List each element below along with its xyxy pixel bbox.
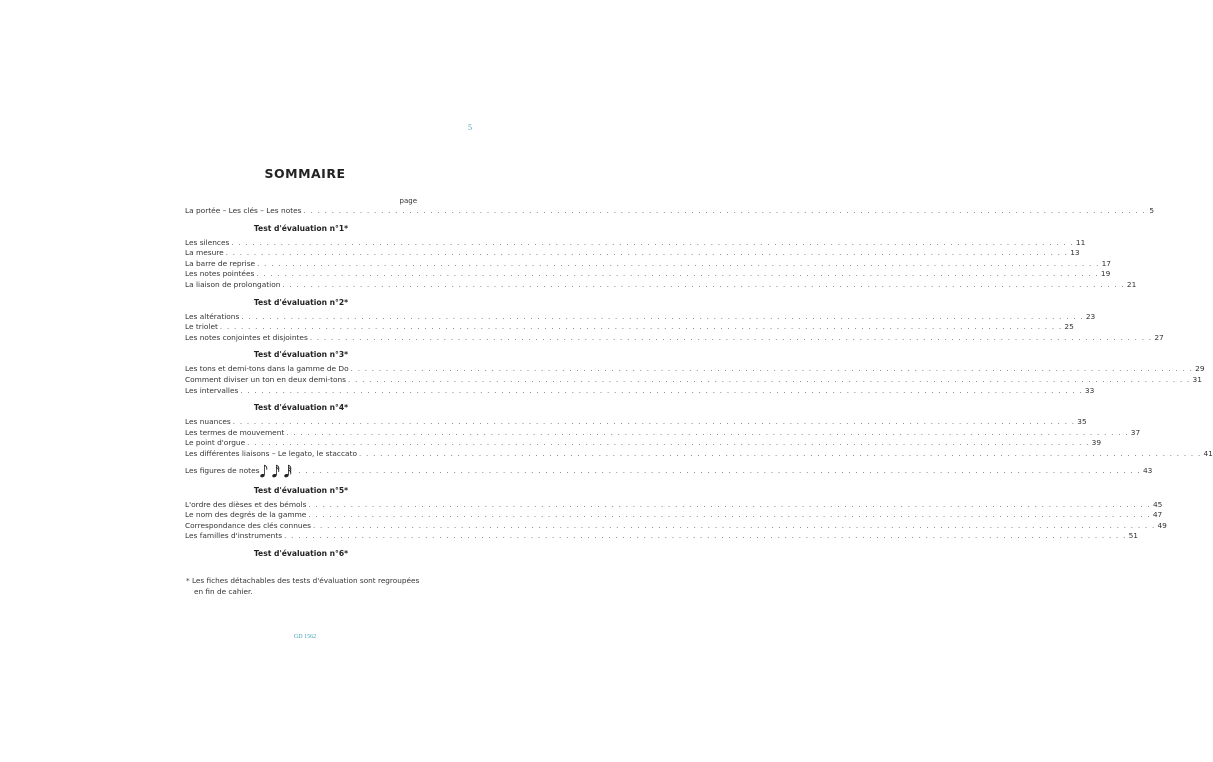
dot-leader: . . . . . . . . . . . . . . . . . . . . . . . . . . . . . . . . . . . . . . . . . . . . . . . . . . . . . . . . . . . . . . . . . . . . . . . . . . . . . . . . . . . . . . . . . . . . . . . . . . . . . . . . . . . . . . . . . . . . . . . .: [312, 521, 1156, 530]
toc-entry: [185, 448, 1213, 460]
toc-entry-page: 45: [1152, 499, 1163, 509]
dot-leader: . . . . . . . . . . . . . . . . . . . . . . . . . . . . . . . . . . . . . . . . . . . . . . . . . . . . . . . . . . . . . . . . . . . . . . . . . . . . . . . . . . . . . . . . . . . . . . . . . . . . . . . . . . . . . . . . . . . . . . . .: [282, 280, 1125, 289]
toc-entry-page: 29: [1195, 364, 1205, 374]
toc-entry-label: Le point d'orgue: [185, 438, 246, 448]
dot-leader: . . . . . . . . . . . . . . . . . . . . . . . . . . . . . . . . . . . . . . . . . . . . . . . . . . . . . . . . . . . . . . . . . . . . . . . . . . . . . . . . . . . . . . . . . . . . . . . . . . . . . . . . . . . . . . . . . . . . . . . .: [309, 333, 1153, 342]
toc-entry-page: 47: [1152, 510, 1163, 520]
toc-entry-label: Les différentes liaisons – Le legato, le staccato: [185, 448, 357, 458]
footnote-line-2: en fin de cahier.: [194, 586, 253, 596]
dot-leader: . . . . . . . . . . . . . . . . . . . . . . . . . . . . . . . . . . . . . . . . . . . . . . . . . . . . . . . . . . . . . . . . . . . . . . . . . . . . . . . . . . . . . . . . . . . . . . . . . . . . . . . . . . . . . . . . . . . . . . . .: [298, 466, 1141, 475]
dot-leader: . . . . . . . . . . . . . . . . . . . . . . . . . . . . . . . . . . . . . . . . . . . . . . . . . . . . . . . . . . . . . . . . . . . . . . . . . . . . . . . . . . . . . . . . . . . . . . . . . . . . . . . . . . . . . . . . . . . . . . . .: [303, 207, 1147, 215]
dot-leader: . . . . . . . . . . . . . . . . . . . . . . . . . . . . . . . . . . . . . . . . . . . . . . . . . . . . . . . . . . . . . . . . . . . . . . . . . . . . . . . . . . . . . . . . . . . . . . . . . . . . . . . . . . . . . . . . . . . . . . . .: [219, 323, 1063, 332]
page-title: SOMMAIRE: [264, 166, 346, 181]
toc-entry-page: 21: [1126, 279, 1137, 289]
dot-leader: . . . . . . . . . . . . . . . . . . . . . . . . . . . . . . . . . . . . . . . . . . . . . . . . . . . . . . . . . . . . . . . . . . . . . . . . . . . . . . . . . . . . . . . . . . . . . . . . . . . . . . . . . . . . . . . . . . . . . . . .: [231, 238, 1074, 247]
toc-entry-label: Les notes conjointes et disjointes: [185, 332, 308, 342]
toc-entry-label: Les familles d'instruments: [185, 531, 283, 541]
toc-entry: [185, 269, 1111, 280]
toc-entry: [185, 531, 1138, 542]
toc-entry-page: 33: [1084, 385, 1095, 395]
dot-leader: . . . . . . . . . . . . . . . . . . . . . . . . . . . . . . . . . . . . . . . . . . . . . . . . . . . . . . . . . . . . . . . . . . . . . . . . . . . . . . . . . . . . . . . . . . . . . . . . . . . . . . . . . . . . . . . . . . . . . . . .: [308, 511, 1151, 520]
toc-entry: [185, 438, 1102, 449]
toc-entry: [185, 510, 1163, 521]
dot-leader: . . . . . . . . . . . . . . . . . . . . . . . . . . . . . . . . . . . . . . . . . . . . . . . . . . . . . . . . . . . . . . . . . . . . . . . . . . . . . . . . . . . . . . . . . . . . . . . . . . . . . . . . . . . . . . . . . . . . . . . .: [358, 449, 1202, 458]
dot-leader: . . . . . . . . . . . . . . . . . . . . . . . . . . . . . . . . . . . . . . . . . . . . . . . . . . . . . . . . . . . . . . . . . . . . . . . . . . . . . . . . . . . . . . . . . . . . . . . . . . . . . . . . . . . . . . . . . . . . . . . .: [286, 428, 1129, 437]
toc-entry-page: 25: [1064, 322, 1074, 332]
dot-leader: . . . . . . . . . . . . . . . . . . . . . . . . . . . . . . . . . . . . . . . . . . . . . . . . . . . . . . . . . . . . . . . . . . . . . . . . . . . . . . . . . . . . . . . . . . . . . . . . . . . . . . . . . . . . . . . . . . . . . . . .: [284, 532, 1127, 541]
toc-entry: [185, 463, 1153, 479]
toc-entry-label: Les termes de mouvement: [185, 427, 285, 437]
toc-entry: [185, 332, 1164, 344]
toc-entry-label: La mesure: [185, 248, 224, 258]
toc-entry: [185, 417, 1087, 428]
toc-entry-page: 37: [1130, 427, 1141, 437]
toc-entry: [185, 237, 1086, 249]
toc-entry: [185, 248, 1080, 259]
toc-entry-label: Les tons et demi-tons dans la gamme de Do: [185, 364, 349, 374]
test-heading: Test d'évaluation n°6*: [253, 548, 349, 558]
toc-entry-label: Le nom des degrés de la gamme: [185, 510, 307, 520]
dot-leader: . . . . . . . . . . . . . . . . . . . . . . . . . . . . . . . . . . . . . . . . . . . . . . . . . . . . . . . . . . . . . . . . . . . . . . . . . . . . . . . . . . . . . . . . . . . . . . . . . . . . . . . . . . . . . . . . . . . . . . . .: [240, 386, 1083, 395]
toc-entry: [185, 499, 1163, 511]
toc-entry-label: La barre de reprise: [185, 258, 256, 268]
test-heading: Test d'évaluation n°4*: [253, 403, 349, 413]
toc-entry-page: 13: [1070, 248, 1080, 258]
dot-leader: . . . . . . . . . . . . . . . . . . . . . . . . . . . . . . . . . . . . . . . . . . . . . . . . . . . . . . . . . . . . . . . . . . . . . . . . . . . . . . . . . . . . . . . . . . . . . . . . . . . . . . . . . . . . . . . . . . . . . . . .: [350, 365, 1194, 374]
sixteenth-note-icon: [272, 464, 280, 478]
toc-entry-label: Les nuances: [185, 417, 231, 427]
toc-entry-label: La portée – Les clés – Les notes: [185, 206, 302, 215]
toc-entry-page: 17: [1101, 258, 1111, 268]
toc-entry: [185, 520, 1167, 532]
toc-entry-label: Les intervalles: [185, 385, 239, 395]
dot-leader: . . . . . . . . . . . . . . . . . . . . . . . . . . . . . . . . . . . . . . . . . . . . . . . . . . . . . . . . . . . . . . . . . . . . . . . . . . . . . . . . . . . . . . . . . . . . . . . . . . . . . . . . . . . . . . . . . . . . . . . .: [241, 312, 1084, 321]
toc-entry-page: 5: [1149, 206, 1155, 215]
dot-leader: . . . . . . . . . . . . . . . . . . . . . . . . . . . . . . . . . . . . . . . . . . . . . . . . . . . . . . . . . . . . . . . . . . . . . . . . . . . . . . . . . . . . . . . . . . . . . . . . . . . . . . . . . . . . . . . . . . . . . . . .: [247, 439, 1090, 448]
toc-entry-label: Correspondance des clés connues: [185, 520, 311, 530]
footnote-line-1: * Les fiches détachables des tests d'évaluation sont regroupées: [186, 576, 420, 585]
dot-leader: . . . . . . . . . . . . . . . . . . . . . . . . . . . . . . . . . . . . . . . . . . . . . . . . . . . . . . . . . . . . . . . . . . . . . . . . . . . . . . . . . . . . . . . . . . . . . . . . . . . . . . . . . . . . . . . . . . . . . . . .: [348, 375, 1191, 384]
footnote: [186, 576, 426, 597]
dot-leader: . . . . . . . . . . . . . . . . . . . . . . . . . . . . . . . . . . . . . . . . . . . . . . . . . . . . . . . . . . . . . . . . . . . . . . . . . . . . . . . . . . . . . . . . . . . . . . . . . . . . . . . . . . . . . . . . . . . . . . . .: [225, 249, 1069, 258]
toc-entry-page: 27: [1154, 332, 1164, 342]
footer-code: GD 1562: [293, 634, 317, 640]
dot-leader: . . . . . . . . . . . . . . . . . . . . . . . . . . . . . . . . . . . . . . . . . . . . . . . . . . . . . . . . . . . . . . . . . . . . . . . . . . . . . . . . . . . . . . . . . . . . . . . . . . . . . . . . . . . . . . . . . . . . . . . .: [308, 500, 1151, 509]
toc-entry-label: L'ordre des dièses et des bémols: [185, 499, 307, 509]
toc-entry-page: 31: [1192, 374, 1202, 384]
test-heading: Test d'évaluation n°3*: [253, 350, 349, 360]
toc-entry: [185, 258, 1111, 270]
toc-entry-page: 23: [1085, 311, 1096, 321]
toc-entry-page: 49: [1157, 520, 1167, 530]
toc-entry-label: Comment diviser un ton en deux demi-tons: [185, 374, 347, 384]
toc-entry: [185, 364, 1205, 375]
dot-leader: . . . . . . . . . . . . . . . . . . . . . . . . . . . . . . . . . . . . . . . . . . . . . . . . . . . . . . . . . . . . . . . . . . . . . . . . . . . . . . . . . . . . . . . . . . . . . . . . . . . . . . . . . . . . . . . . . . . . . . . .: [256, 270, 1099, 279]
toc-entry: [185, 427, 1141, 439]
test-heading: Test d'évaluation n°2*: [253, 297, 349, 307]
toc-entry: [185, 374, 1202, 386]
toc-entry-page: 51: [1128, 531, 1138, 541]
toc-entry-label: Les figures de notes: [185, 465, 260, 475]
toc-entry-label: Les notes pointées: [185, 269, 255, 279]
toc-entry-page: 43: [1142, 465, 1153, 475]
toc-entry-page: 11: [1075, 237, 1086, 247]
toc-entry-label: Les silences: [185, 237, 230, 247]
toc-entry-page: 39: [1091, 438, 1102, 448]
test-heading: Test d'évaluation n°1*: [253, 223, 349, 233]
toc-entry: [185, 322, 1074, 333]
toc-entry: [185, 279, 1137, 291]
thirty-second-note-icon: [284, 464, 292, 478]
toc-entry-page: 41: [1203, 448, 1213, 458]
page-number: 5: [468, 123, 472, 132]
toc-entry-label: La liaison de prolongation: [185, 279, 281, 289]
toc-entry-page: 35: [1077, 417, 1087, 427]
toc-entry: [185, 206, 1155, 217]
dot-leader: . . . . . . . . . . . . . . . . . . . . . . . . . . . . . . . . . . . . . . . . . . . . . . . . . . . . . . . . . . . . . . . . . . . . . . . . . . . . . . . . . . . . . . . . . . . . . . . . . . . . . . . . . . . . . . . . . . . . . . . .: [257, 259, 1100, 268]
eighth-note-icon: [260, 464, 268, 478]
page-column-label: page: [399, 197, 417, 205]
toc-entry: [185, 385, 1095, 397]
toc-entry-label: Le triolet: [185, 322, 218, 332]
toc-entry-label: Les altérations: [185, 311, 240, 321]
dot-leader: . . . . . . . . . . . . . . . . . . . . . . . . . . . . . . . . . . . . . . . . . . . . . . . . . . . . . . . . . . . . . . . . . . . . . . . . . . . . . . . . . . . . . . . . . . . . . . . . . . . . . . . . . . . . . . . . . . . . . . . .: [232, 418, 1076, 427]
note-figures-icons: [260, 463, 296, 479]
table-of-contents: [185, 196, 1213, 563]
toc-entry: [185, 311, 1096, 323]
toc-entry-page: 19: [1100, 269, 1111, 279]
test-heading: Test d'évaluation n°5*: [253, 485, 349, 495]
